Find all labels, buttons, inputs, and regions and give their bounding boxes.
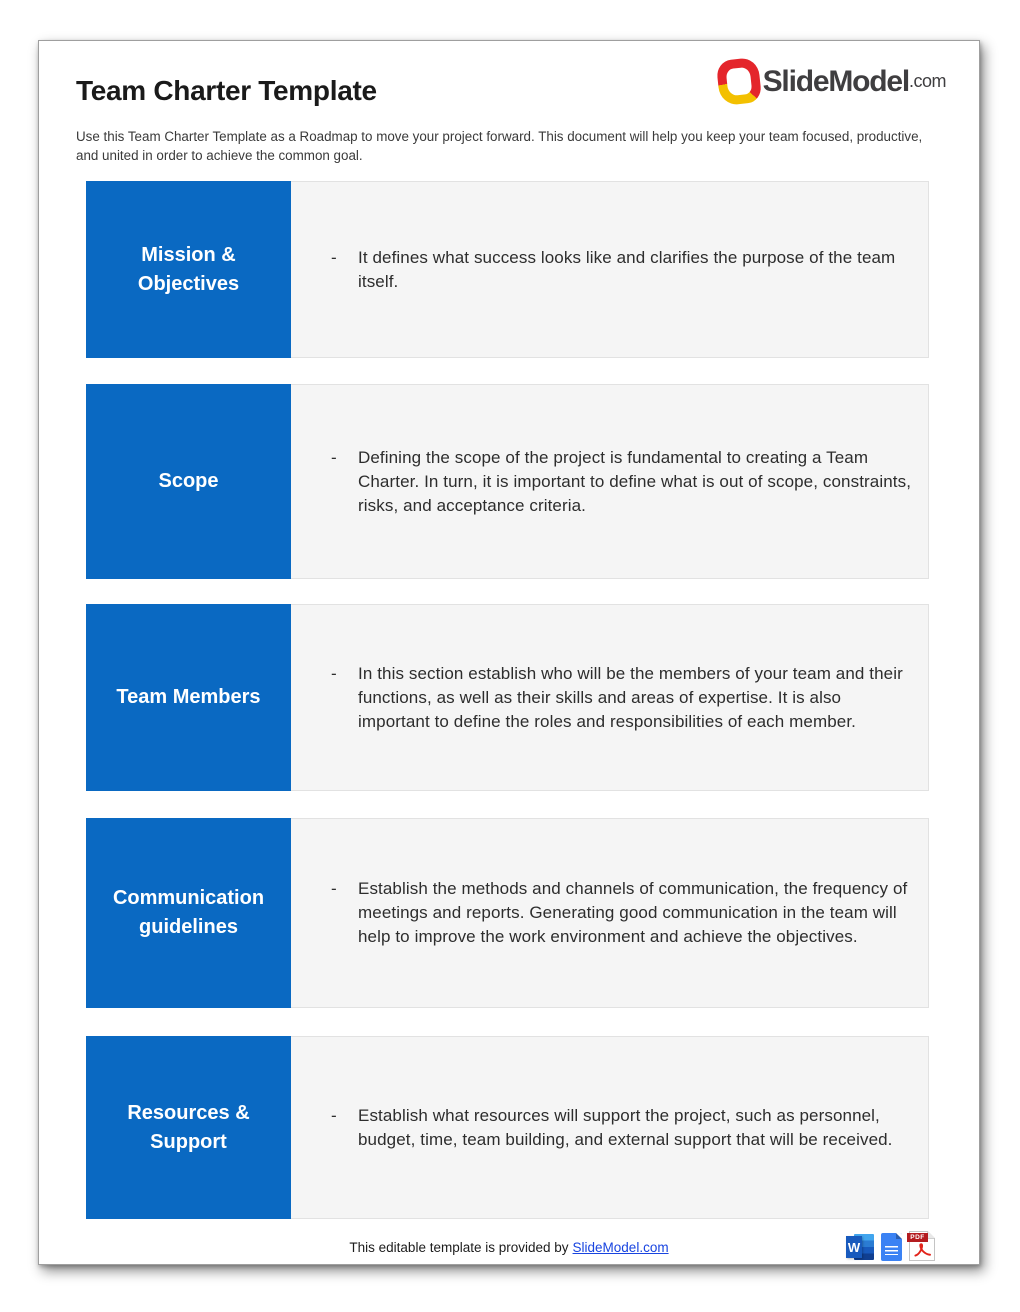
team-charter-table xyxy=(86,181,929,1219)
adobe-swirl-icon xyxy=(913,1242,932,1258)
bullet-dash: - xyxy=(331,247,337,267)
slidemodel-logo xyxy=(718,59,946,104)
slidemodel-link[interactable]: SlideModel.com xyxy=(572,1240,669,1255)
row-body-scope xyxy=(291,384,929,579)
bullet-item xyxy=(291,246,928,294)
word-letter: W xyxy=(846,1236,862,1258)
row-description: It defines what success looks like and clarifies the purpose of the team itself. xyxy=(358,247,896,291)
bullet-item xyxy=(291,877,928,949)
pdf-icon xyxy=(909,1231,935,1261)
bullet-dash: - xyxy=(331,447,337,467)
google-docs-fold xyxy=(896,1233,902,1239)
intro-text: Use this Team Charter Template as a Roadmap to move your project forward. This document will help you keep your team focused, productive, and united in order to achieve the common goal. xyxy=(76,129,923,163)
document-page xyxy=(38,40,980,1265)
row-body-team-members xyxy=(291,604,929,791)
table-row-team-members xyxy=(86,604,929,791)
row-body-communication-guidelines xyxy=(291,818,929,1008)
page-title: Team Charter Template xyxy=(76,75,377,106)
table-row-resources-support xyxy=(86,1036,929,1219)
row-description: In this section establish who will be the members of your team and their functions, as well as their skills and areas of expertise. It is also important to define the roles and responsibilities of each member. xyxy=(358,663,903,731)
row-description: Defining the scope of the project is fundamental to creating a Team Charter. In turn, it is important to define what is out of scope, constraints, risks, and acceptance criteria. xyxy=(358,447,912,515)
row-body-resources-support xyxy=(291,1036,929,1219)
row-description: Establish the methods and channels of communication, the frequency of meetings and reports. Generating good communication in the team will help to improve the work environment and achieve the objectives. xyxy=(358,879,908,946)
bullet-dash: - xyxy=(331,1105,337,1125)
footer-label: This editable template is provided by xyxy=(349,1240,569,1255)
row-description: Establish what resources will support the project, such as personnel, budget, time, team building, and external support that will be received. xyxy=(358,1105,893,1149)
google-docs-lines xyxy=(885,1246,898,1255)
slidemodel-logo-icon xyxy=(715,57,761,106)
bullet-item xyxy=(291,446,928,518)
bullet-item xyxy=(291,662,928,734)
footer-text xyxy=(39,1240,979,1255)
bullet-dash: - xyxy=(331,879,337,898)
pdf-fold xyxy=(928,1231,935,1238)
bullet-item xyxy=(291,1104,928,1152)
row-label-resources-support: Resources & Support xyxy=(86,1036,291,1219)
google-docs-icon xyxy=(881,1233,902,1261)
row-label-communication-guidelines: Communication guidelines xyxy=(86,818,291,1008)
logo-tld-text: .com xyxy=(908,71,946,91)
footer-format-icons xyxy=(846,1231,935,1261)
pdf-banner-label: PDF xyxy=(907,1233,928,1242)
table-row-scope xyxy=(86,384,929,579)
row-label-mission-objectives: Mission & Objectives xyxy=(86,181,291,358)
table-row-mission-objectives xyxy=(86,181,929,358)
row-label-team-members: Team Members xyxy=(86,604,291,791)
word-icon xyxy=(846,1233,874,1261)
table-row-communication-guidelines xyxy=(86,818,929,1008)
row-body-mission-objectives xyxy=(291,181,929,358)
logo-brand-text: SlideModel xyxy=(762,64,909,98)
bullet-dash: - xyxy=(331,663,337,683)
row-label-scope: Scope xyxy=(86,384,291,579)
